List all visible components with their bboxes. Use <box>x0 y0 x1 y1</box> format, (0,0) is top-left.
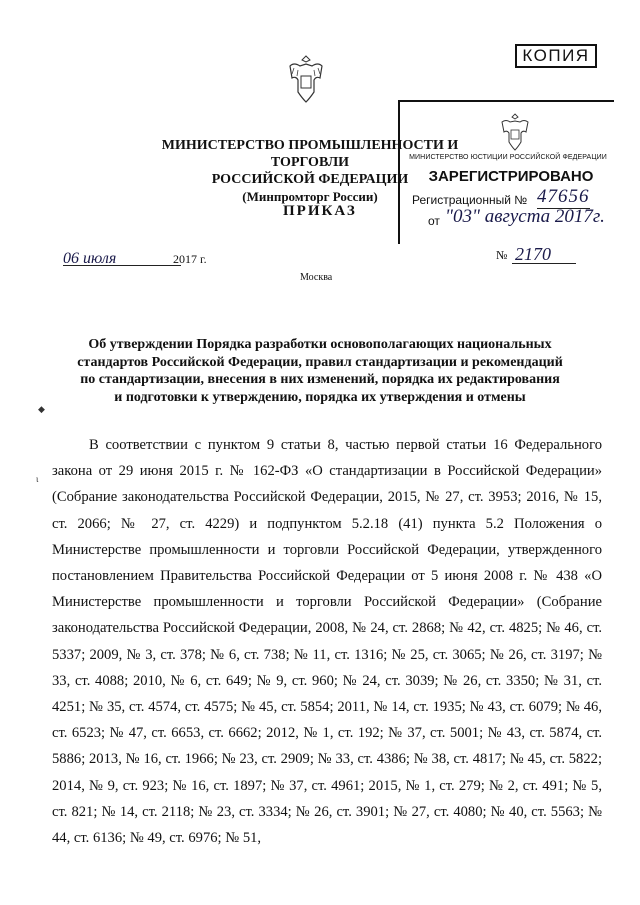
order-number: 2170 <box>515 244 551 264</box>
stamp-date-label: от <box>428 214 440 228</box>
ministry-name-line2: РОССИЙСКОЙ ФЕДЕРАЦИИ <box>211 172 409 187</box>
title-line2: стандартов Российской Федерации, правил стандартизации и рекомендаций <box>77 354 563 370</box>
doc-type-heading: ПРИКАЗ <box>283 203 357 219</box>
title-line1: Об утверждении Порядка разработки основополагающих национальных <box>88 337 552 352</box>
city: Москва <box>300 272 333 283</box>
coat-of-arms-icon <box>284 52 328 106</box>
title-line4: и подготовки к утверждению, порядка их утверждения и отмены <box>114 389 526 405</box>
order-number-label: № <box>496 248 508 262</box>
body-paragraph: В соответствии с пунктом 9 статьи 8, частью первой статьи 16 Федерального закона от 29 июня 2015 г. № 162-ФЗ «О стандартизации в Российской Федерации» (Собрание законодательства Российской Федерации, 2015, № 27, ст. 3953; 2016, № 15, ст. 2066; № 27, ст. 4229) и подпунктом 5.2.18 (41) пункта 5.2 Положения о Министерстве промышленности и торговли Российской Федерации, утвержденного постановлением Правительства Российской Федерации от 5 июня 2008 г. № 438 «О Министерстве промышленности и торговли Российской Федерации» (Собрание законодательства Российской Федерации, 2008, № 24, ст. 2868; № 42, ст. 4825; № 46, ст. 5337; 2009, № 3, ст. 378; № 6, ст. 738; № 11, ст. 1316; № 25, ст. 3065; № 26, ст. 3197; № 33, ст. 4088; 2010, № 6, ст. 649; № 9, ст. 960; № 24, ст. 3039; № 26, ст. 3350; № 31, ст. 4251; № 35, ст. 4574, ст. 4575; № 45, ст. 5854; 2011, № 14, ст. 1935; № 43, ст. 6079; № 46, ст. 6523; № 47, ст. 6653, ст. 6662; 2012, № 1, ст. 192; № 37, ст. 5001; № 43, ст. 5874, ст. 5886; 2013, № 16, ст. 1966; № 23, ст. 2909; № 33, ст. 4386; № 38, ст. 4817; № 45, ст. 5822; 2014, № 9, ст. 923; № 16, ст. 1897; № 37, ст. 4961; 2015, № 1, ст. 279; № 2, ст. 491; № 5, ст. 821; № 14, ст. 2118; № 23, ст. 3334; № 26, ст. 3901; № 27, ст. 4080; № 40, ст. 5563; № 44, ст. 6136; № 49, ст. 6976; № 51, <box>52 437 602 847</box>
order-date-line <box>63 265 181 266</box>
stamp-ministry-name: МИНИСТЕРСТВО ЮСТИЦИИ РОССИЙСКОЙ ФЕДЕРАЦИИ <box>409 154 607 161</box>
stamp-status: ЗАРЕГИСТРИРОВАНО <box>428 168 594 185</box>
stamp-date-value: "03" августа 2017г. <box>445 206 605 227</box>
body-text <box>52 432 602 851</box>
ministry-short-name: (Минпромторг России) <box>242 189 378 204</box>
copy-stamp: КОПИЯ <box>515 44 597 68</box>
stamp-reg-number: 47656 <box>537 186 590 207</box>
scan-mark-icon: ◆ <box>38 404 45 414</box>
document-title <box>60 336 580 406</box>
ministry-name-line1: МИНИСТЕРСТВО ПРОМЫШЛЕННОСТИ И ТОРГОВЛИ <box>161 138 459 170</box>
stamp-eagle-icon <box>498 112 532 152</box>
title-line3: по стандартизации, внесения в них изменений, порядка их редактирования <box>80 372 560 387</box>
order-year: 2017 г. <box>173 252 207 266</box>
order-number-line <box>512 263 576 264</box>
stamp-reg-label: Регистрационный № <box>412 193 528 207</box>
scan-mark-icon: ι <box>36 474 39 484</box>
order-date: 06 июля <box>63 250 117 267</box>
